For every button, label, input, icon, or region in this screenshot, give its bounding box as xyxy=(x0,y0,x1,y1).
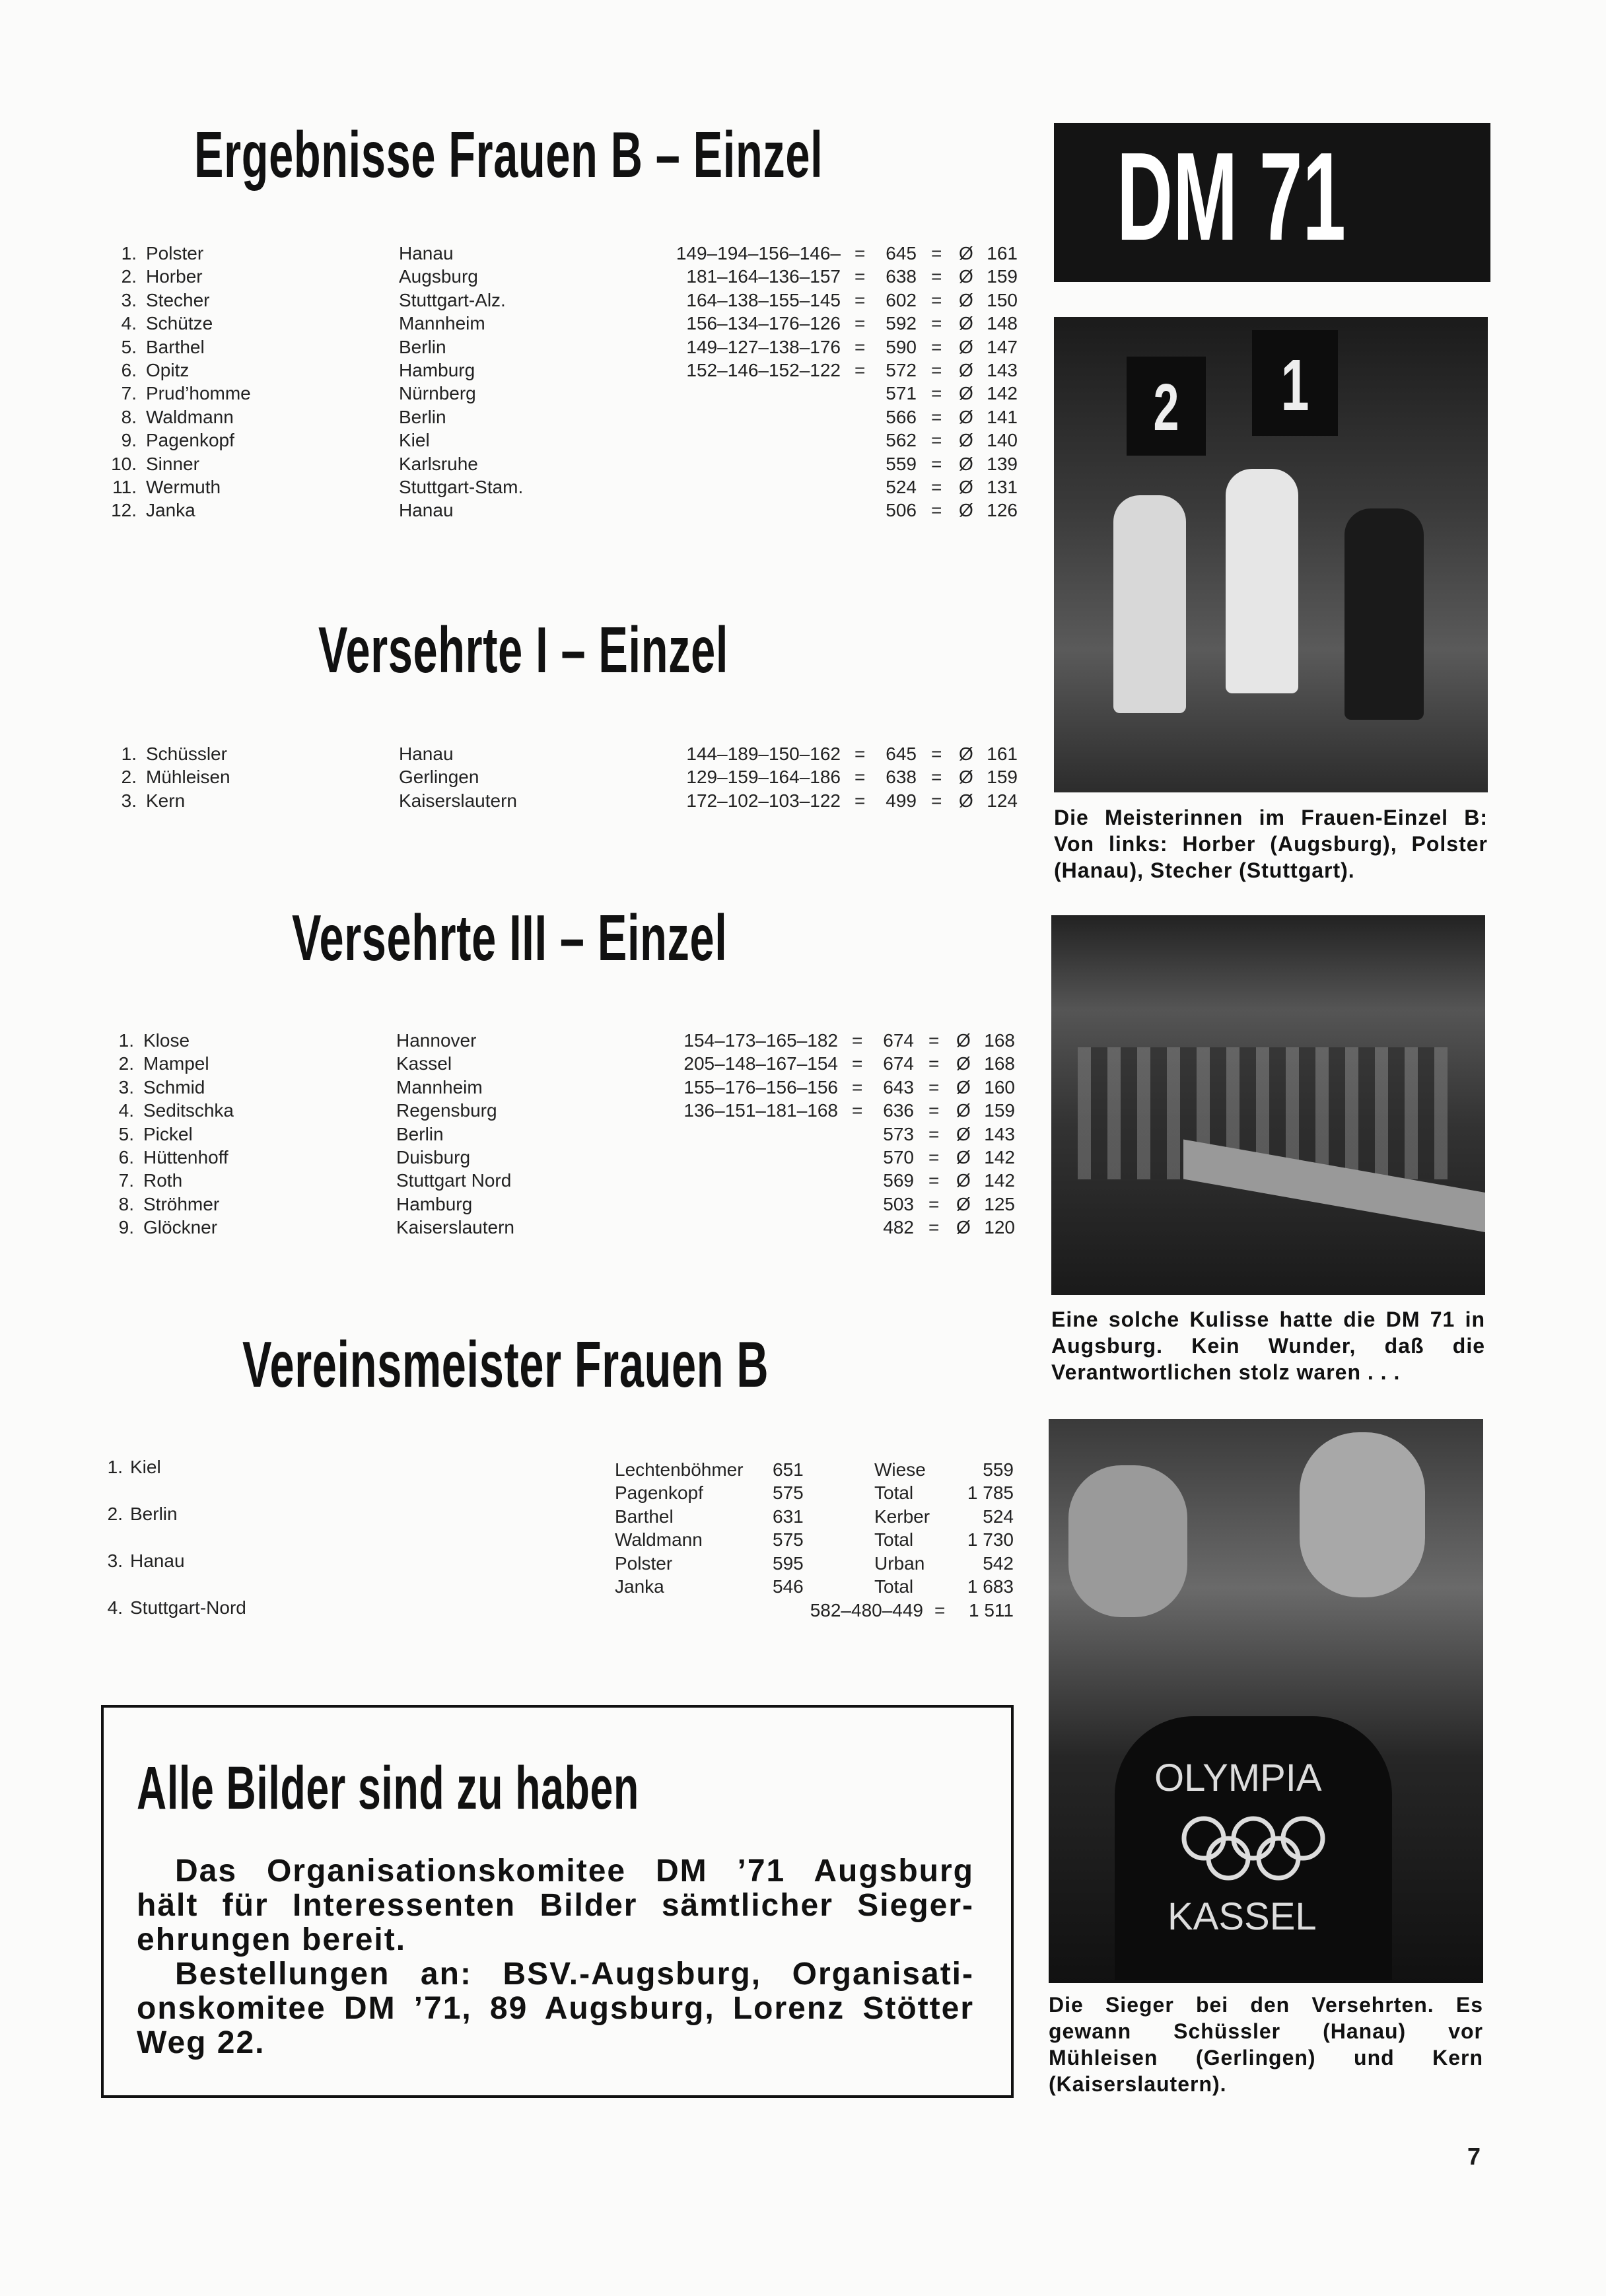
title-versehrte-3-einzel: Versehrte III – Einzel xyxy=(292,901,728,974)
series-scores: 152–146–152–122 xyxy=(686,360,841,380)
average: 120 xyxy=(984,1217,1015,1238)
olympic-rings-icon xyxy=(1174,1815,1333,1875)
player-score-row xyxy=(0,1575,1057,1599)
total: 638 xyxy=(886,767,917,788)
face-left xyxy=(1068,1465,1187,1617)
result-row xyxy=(0,1099,1054,1123)
total: 559 xyxy=(886,453,917,474)
player-score: 559 xyxy=(983,1459,1014,1480)
average-symbol: Ø xyxy=(956,1147,971,1167)
series-scores: 129–159–164–186 xyxy=(686,767,841,788)
club: Mannheim xyxy=(399,313,485,334)
rank: 1. xyxy=(118,1030,134,1051)
club: Stuttgart-Alz. xyxy=(399,289,506,310)
result-row xyxy=(0,475,1057,499)
average-symbol: Ø xyxy=(959,406,973,427)
equals: = xyxy=(855,289,866,310)
rank: 3. xyxy=(121,289,137,310)
equals: = xyxy=(931,313,942,334)
rank: 4. xyxy=(121,313,137,334)
rank: 9. xyxy=(121,430,137,451)
equals: = xyxy=(855,336,866,357)
result-row xyxy=(0,1216,1054,1239)
total: 482 xyxy=(883,1217,914,1238)
title-vereinsmeister-frauen-b: Vereinsmeister Frauen B xyxy=(242,1328,769,1401)
player-score: 524 xyxy=(983,1506,1014,1527)
average-symbol: Ø xyxy=(956,1053,971,1074)
club: Stuttgart-Stam. xyxy=(399,477,524,497)
average: 139 xyxy=(987,453,1018,474)
equals: = xyxy=(931,289,942,310)
average-symbol: Ø xyxy=(959,790,973,811)
average: 142 xyxy=(987,383,1018,404)
club: Hanau xyxy=(399,744,454,764)
equals: = xyxy=(928,1217,940,1238)
total: 674 xyxy=(883,1030,914,1051)
series-scores: 154–173–165–182 xyxy=(683,1030,838,1051)
average: 148 xyxy=(987,313,1018,334)
total: 636 xyxy=(883,1100,914,1121)
rank: 8. xyxy=(121,406,137,427)
result-row xyxy=(0,789,1057,813)
average: 161 xyxy=(987,243,1018,263)
equals: = xyxy=(931,360,942,380)
notice-line: Das Organisationskomitee DM ’71 Augsburg xyxy=(175,1854,974,1889)
equals: = xyxy=(931,500,942,521)
equals: = xyxy=(931,767,942,788)
player-name: Waldmann xyxy=(146,406,234,427)
total: 674 xyxy=(883,1053,914,1074)
total: 592 xyxy=(886,313,917,334)
player-name: Hüttenhoff xyxy=(143,1147,228,1167)
average-symbol: Ø xyxy=(959,744,973,764)
rank: 5. xyxy=(121,336,137,357)
result-row xyxy=(0,1076,1054,1099)
notice-line: onskomitee DM ’71, 89 Augsburg, Lorenz Stötter xyxy=(137,1991,974,2026)
series-scores: 164–138–155–145 xyxy=(686,289,841,310)
player-name: Waldmann xyxy=(615,1529,703,1550)
team-rank: 4. xyxy=(107,1597,123,1618)
result-row xyxy=(0,382,1057,405)
result-row xyxy=(0,359,1057,382)
club: Kassel xyxy=(396,1053,452,1074)
total: 573 xyxy=(883,1123,914,1144)
average: 143 xyxy=(984,1123,1015,1144)
title-frauen-b-einzel: Ergebnisse Frauen B – Einzel xyxy=(194,118,823,191)
result-row xyxy=(0,1169,1054,1193)
page-number: 7 xyxy=(1467,2143,1481,2170)
total: 570 xyxy=(883,1147,914,1167)
player-name: Klose xyxy=(143,1030,190,1051)
rank: 12. xyxy=(111,500,137,521)
rank: 5. xyxy=(118,1123,134,1144)
title-versehrte-1-einzel: Versehrte I – Einzel xyxy=(318,613,729,686)
team-rank: 1. xyxy=(107,1457,123,1477)
average-symbol: Ø xyxy=(959,430,973,451)
club: Mannheim xyxy=(396,1076,483,1097)
series-scores: 181–164–136–157 xyxy=(686,266,841,287)
result-row xyxy=(0,765,1057,789)
team-name: Berlin xyxy=(130,1504,178,1524)
rank: 11. xyxy=(112,477,137,497)
result-row xyxy=(0,1123,1054,1146)
player-name: Kern xyxy=(146,790,186,811)
player-score: 575 xyxy=(773,1529,804,1550)
series-scores: 205–148–167–154 xyxy=(683,1053,838,1074)
player-score: 546 xyxy=(773,1576,804,1597)
average-symbol: Ø xyxy=(956,1030,971,1051)
total: 562 xyxy=(886,430,917,451)
player-name: Polster xyxy=(615,1552,673,1574)
equals: = xyxy=(931,744,942,764)
equals: = xyxy=(931,790,942,811)
club: Hannover xyxy=(396,1030,477,1051)
equals: = xyxy=(931,336,942,357)
average-symbol: Ø xyxy=(956,1217,971,1238)
rank: 8. xyxy=(118,1193,134,1214)
equals: = xyxy=(931,477,942,497)
average: 168 xyxy=(984,1053,1015,1074)
equals: = xyxy=(852,1100,863,1121)
equals: = xyxy=(931,266,942,287)
player-score: 542 xyxy=(983,1552,1014,1574)
equals: = xyxy=(855,313,866,334)
equals: = xyxy=(928,1147,940,1167)
result-row xyxy=(0,429,1057,452)
average: 147 xyxy=(987,336,1018,357)
player-name: Schüssler xyxy=(146,744,227,764)
club: Hamburg xyxy=(399,360,475,380)
equals: = xyxy=(855,744,866,764)
podium-card-1: 1 xyxy=(1252,330,1338,436)
rank: 2. xyxy=(121,767,137,788)
club: Nürnberg xyxy=(399,383,476,404)
player-name: Barthel xyxy=(146,336,205,357)
rank: 3. xyxy=(118,1076,134,1097)
average-symbol: Ø xyxy=(959,453,973,474)
average-symbol: Ø xyxy=(959,313,973,334)
total: 645 xyxy=(886,243,917,263)
series-scores: 172–102–103–122 xyxy=(686,790,841,811)
player-name: Pickel xyxy=(143,1123,193,1144)
equals: = xyxy=(928,1123,940,1144)
notice-title: Alle Bilder sind zu haben xyxy=(137,1755,639,1822)
series-scores: 155–176–156–156 xyxy=(683,1076,838,1097)
player-score: 1 683 xyxy=(967,1576,1014,1597)
equals: = xyxy=(855,360,866,380)
average: 140 xyxy=(987,430,1018,451)
result-row xyxy=(0,1193,1054,1216)
average: 142 xyxy=(984,1147,1015,1167)
equals: = xyxy=(852,1076,863,1097)
player-score: 631 xyxy=(773,1506,804,1527)
result-row xyxy=(0,312,1057,335)
rank: 2. xyxy=(121,266,137,287)
figure-polster xyxy=(1226,469,1298,693)
club: Stuttgart Nord xyxy=(396,1170,512,1191)
olympia-shirt: OLYMPIA KASSEL xyxy=(1115,1716,1392,1980)
total: 572 xyxy=(886,360,917,380)
player-name: Barthel xyxy=(615,1506,674,1527)
player-name: Prud’homme xyxy=(146,383,251,404)
rank: 6. xyxy=(121,360,137,380)
equals: = xyxy=(855,243,866,263)
average: 143 xyxy=(987,360,1018,380)
player-name: Ströhmer xyxy=(143,1193,220,1214)
player-name: Horber xyxy=(146,266,203,287)
player-score-row xyxy=(0,1458,1057,1482)
series-scores: 149–194–156–146– xyxy=(676,243,841,263)
equals: = xyxy=(928,1053,940,1074)
rank: 9. xyxy=(118,1217,134,1238)
rank: 1. xyxy=(121,243,137,263)
average: 131 xyxy=(987,477,1018,497)
dm71-badge xyxy=(1054,123,1490,282)
player-name: Schmid xyxy=(143,1076,205,1097)
total: 1 511 xyxy=(969,1600,1014,1620)
average: 150 xyxy=(987,289,1018,310)
player-name: Lechtenböhmer xyxy=(615,1459,744,1480)
average: 159 xyxy=(984,1100,1015,1121)
rank: 4. xyxy=(118,1100,134,1121)
average-symbol: Ø xyxy=(959,336,973,357)
club: Kiel xyxy=(399,430,430,451)
notice-line: Weg 22. xyxy=(137,2025,265,2060)
equals: = xyxy=(931,383,942,404)
notice-box xyxy=(101,1705,1014,2098)
average: 124 xyxy=(987,790,1018,811)
average-symbol: Ø xyxy=(959,477,973,497)
total: 643 xyxy=(883,1076,914,1097)
caption-versehrte-winners: Die Sieger bei den Versehrten. Es gewann Schüssler (Hanau) vor Mühleisen (Gerlingen) und Kern (Kaiserslautern). xyxy=(1049,1993,1483,2096)
rank: 3. xyxy=(121,790,137,811)
player-score: 651 xyxy=(773,1459,804,1480)
dm71-badge-text: DM 71 xyxy=(1117,127,1346,267)
club: Duisburg xyxy=(396,1147,471,1167)
average: 142 xyxy=(984,1170,1015,1191)
equals: = xyxy=(855,790,866,811)
photo-hall-audience xyxy=(1051,915,1485,1295)
series-scores: 156–134–176–126 xyxy=(686,313,841,334)
average: 168 xyxy=(984,1030,1015,1051)
team-name: Stuttgart-Nord xyxy=(130,1597,246,1618)
average: 161 xyxy=(987,744,1018,764)
equals: = xyxy=(852,1053,863,1074)
series-scores: 144–189–150–162 xyxy=(686,744,841,764)
total: 503 xyxy=(883,1193,914,1214)
total: 524 xyxy=(886,477,917,497)
average-symbol: Ø xyxy=(959,360,973,380)
result-row xyxy=(0,1029,1054,1053)
podium-card-2: 2 xyxy=(1127,357,1206,456)
equals: = xyxy=(928,1030,940,1051)
player-name: Stecher xyxy=(146,289,210,310)
player-name: Pagenkopf xyxy=(615,1482,703,1504)
club: Karlsruhe xyxy=(399,453,478,474)
caption-award-ceremony: Die Meisterinnen im Frauen-Einzel B: Von links: Horber (Augsburg), Polster (Hanau), Stecher (Stuttgart). xyxy=(1054,806,1488,882)
player-score-row xyxy=(0,1552,1057,1576)
average-symbol: Ø xyxy=(959,266,973,287)
result-row xyxy=(0,405,1057,429)
average-symbol: Ø xyxy=(959,500,973,521)
average-symbol: Ø xyxy=(959,289,973,310)
figure-horber xyxy=(1113,495,1186,713)
rank: 2. xyxy=(118,1053,134,1074)
result-row xyxy=(0,499,1057,522)
total: 602 xyxy=(886,289,917,310)
average: 125 xyxy=(984,1193,1015,1214)
notice-line: ehrungen bereit. xyxy=(137,1922,407,1957)
player-name: Glöckner xyxy=(143,1217,218,1238)
player-name: Sinner xyxy=(146,453,199,474)
result-row xyxy=(0,1146,1054,1169)
equals: = xyxy=(928,1076,940,1097)
equals: = xyxy=(934,1600,946,1620)
club: Kaiserslautern xyxy=(399,790,517,811)
average-symbol: Ø xyxy=(959,383,973,404)
player-name: Seditschka xyxy=(143,1100,234,1121)
club: Hanau xyxy=(399,500,454,521)
total: 506 xyxy=(886,500,917,521)
result-row xyxy=(0,289,1057,312)
equals: = xyxy=(931,406,942,427)
club: Hamburg xyxy=(396,1193,473,1214)
team-name: Hanau xyxy=(130,1550,185,1571)
club: Berlin xyxy=(399,406,446,427)
player-name: Total xyxy=(874,1529,914,1550)
player-name: Roth xyxy=(143,1170,183,1191)
photo-award-ceremony xyxy=(1054,317,1488,792)
result-row xyxy=(0,452,1057,476)
rank: 7. xyxy=(118,1170,134,1191)
caption-hall-audience: Eine solche Kulisse hatte die DM 71 in Augsburg. Kein Wunder, daß die Verantwortlichen stolz waren . . . xyxy=(1051,1307,1485,1384)
notice-line: hält für Interessenten Bilder sämtlicher Sieger- xyxy=(137,1888,974,1923)
player-name: Mühleisen xyxy=(146,767,230,788)
equals: = xyxy=(931,453,942,474)
player-name: Schütze xyxy=(146,313,213,334)
rank: 6. xyxy=(118,1147,134,1167)
rank: 1. xyxy=(121,744,137,764)
equals: = xyxy=(855,767,866,788)
average-symbol: Ø xyxy=(956,1193,971,1214)
total: 645 xyxy=(886,744,917,764)
figure-stecher xyxy=(1344,508,1424,720)
stuttgart-score-row xyxy=(0,1599,1057,1622)
rank: 7. xyxy=(121,383,137,404)
equals: = xyxy=(928,1100,940,1121)
player-score: 575 xyxy=(773,1482,804,1504)
club: Berlin xyxy=(399,336,446,357)
total: 499 xyxy=(886,790,917,811)
player-name: Wermuth xyxy=(146,477,221,497)
average-symbol: Ø xyxy=(956,1100,971,1121)
series-scores: 582–480–449 xyxy=(810,1600,923,1620)
notice-line: Bestellungen an: BSV.-Augsburg, Organisati- xyxy=(175,1957,974,1992)
total: 571 xyxy=(886,383,917,404)
player-score-row xyxy=(0,1505,1057,1529)
equals: = xyxy=(928,1193,940,1214)
photo-versehrte-winners xyxy=(1049,1419,1483,1983)
equals: = xyxy=(931,243,942,263)
player-name: Total xyxy=(874,1576,914,1597)
club: Kaiserslautern xyxy=(396,1217,514,1238)
player-score-row xyxy=(0,1528,1057,1552)
equals: = xyxy=(931,430,942,451)
face-right xyxy=(1300,1432,1425,1597)
result-row xyxy=(0,335,1057,359)
average-symbol: Ø xyxy=(959,243,973,263)
total: 566 xyxy=(886,406,917,427)
player-name: Total xyxy=(874,1482,914,1504)
average: 141 xyxy=(987,406,1018,427)
player-name: Mampel xyxy=(143,1053,209,1074)
total: 569 xyxy=(883,1170,914,1191)
result-row xyxy=(0,265,1057,289)
player-name: Wiese xyxy=(874,1459,926,1480)
player-name: Opitz xyxy=(146,360,190,380)
average-symbol: Ø xyxy=(956,1170,971,1191)
team-name: Kiel xyxy=(130,1457,161,1477)
average-symbol: Ø xyxy=(956,1076,971,1097)
club: Gerlingen xyxy=(399,767,479,788)
club: Augsburg xyxy=(399,266,478,287)
team-rank: 3. xyxy=(107,1550,123,1571)
player-name: Polster xyxy=(146,243,204,263)
equals: = xyxy=(855,266,866,287)
player-score: 1 785 xyxy=(967,1482,1014,1504)
club: Berlin xyxy=(396,1123,444,1144)
result-row xyxy=(0,1052,1054,1076)
player-name: Pagenkopf xyxy=(146,430,234,451)
rank: 10. xyxy=(111,453,137,474)
club: Regensburg xyxy=(396,1100,497,1121)
equals: = xyxy=(852,1030,863,1051)
player-name: Janka xyxy=(146,500,195,521)
average-symbol: Ø xyxy=(959,767,973,788)
player-name: Janka xyxy=(615,1576,664,1597)
average: 159 xyxy=(987,266,1018,287)
average: 159 xyxy=(987,767,1018,788)
equals: = xyxy=(928,1170,940,1191)
total: 638 xyxy=(886,266,917,287)
total: 590 xyxy=(886,336,917,357)
player-score-row xyxy=(0,1481,1057,1505)
result-row xyxy=(0,742,1057,766)
series-scores: 136–151–181–168 xyxy=(683,1100,838,1121)
result-row xyxy=(0,242,1057,265)
average: 126 xyxy=(987,500,1018,521)
team-rank: 2. xyxy=(107,1504,123,1524)
player-score: 1 730 xyxy=(967,1529,1014,1550)
player-name: Kerber xyxy=(874,1506,930,1527)
player-score: 595 xyxy=(773,1552,804,1574)
club: Hanau xyxy=(399,243,454,263)
average: 160 xyxy=(984,1076,1015,1097)
series-scores: 149–127–138–176 xyxy=(686,336,841,357)
average-symbol: Ø xyxy=(956,1123,971,1144)
player-name: Urban xyxy=(874,1552,925,1574)
